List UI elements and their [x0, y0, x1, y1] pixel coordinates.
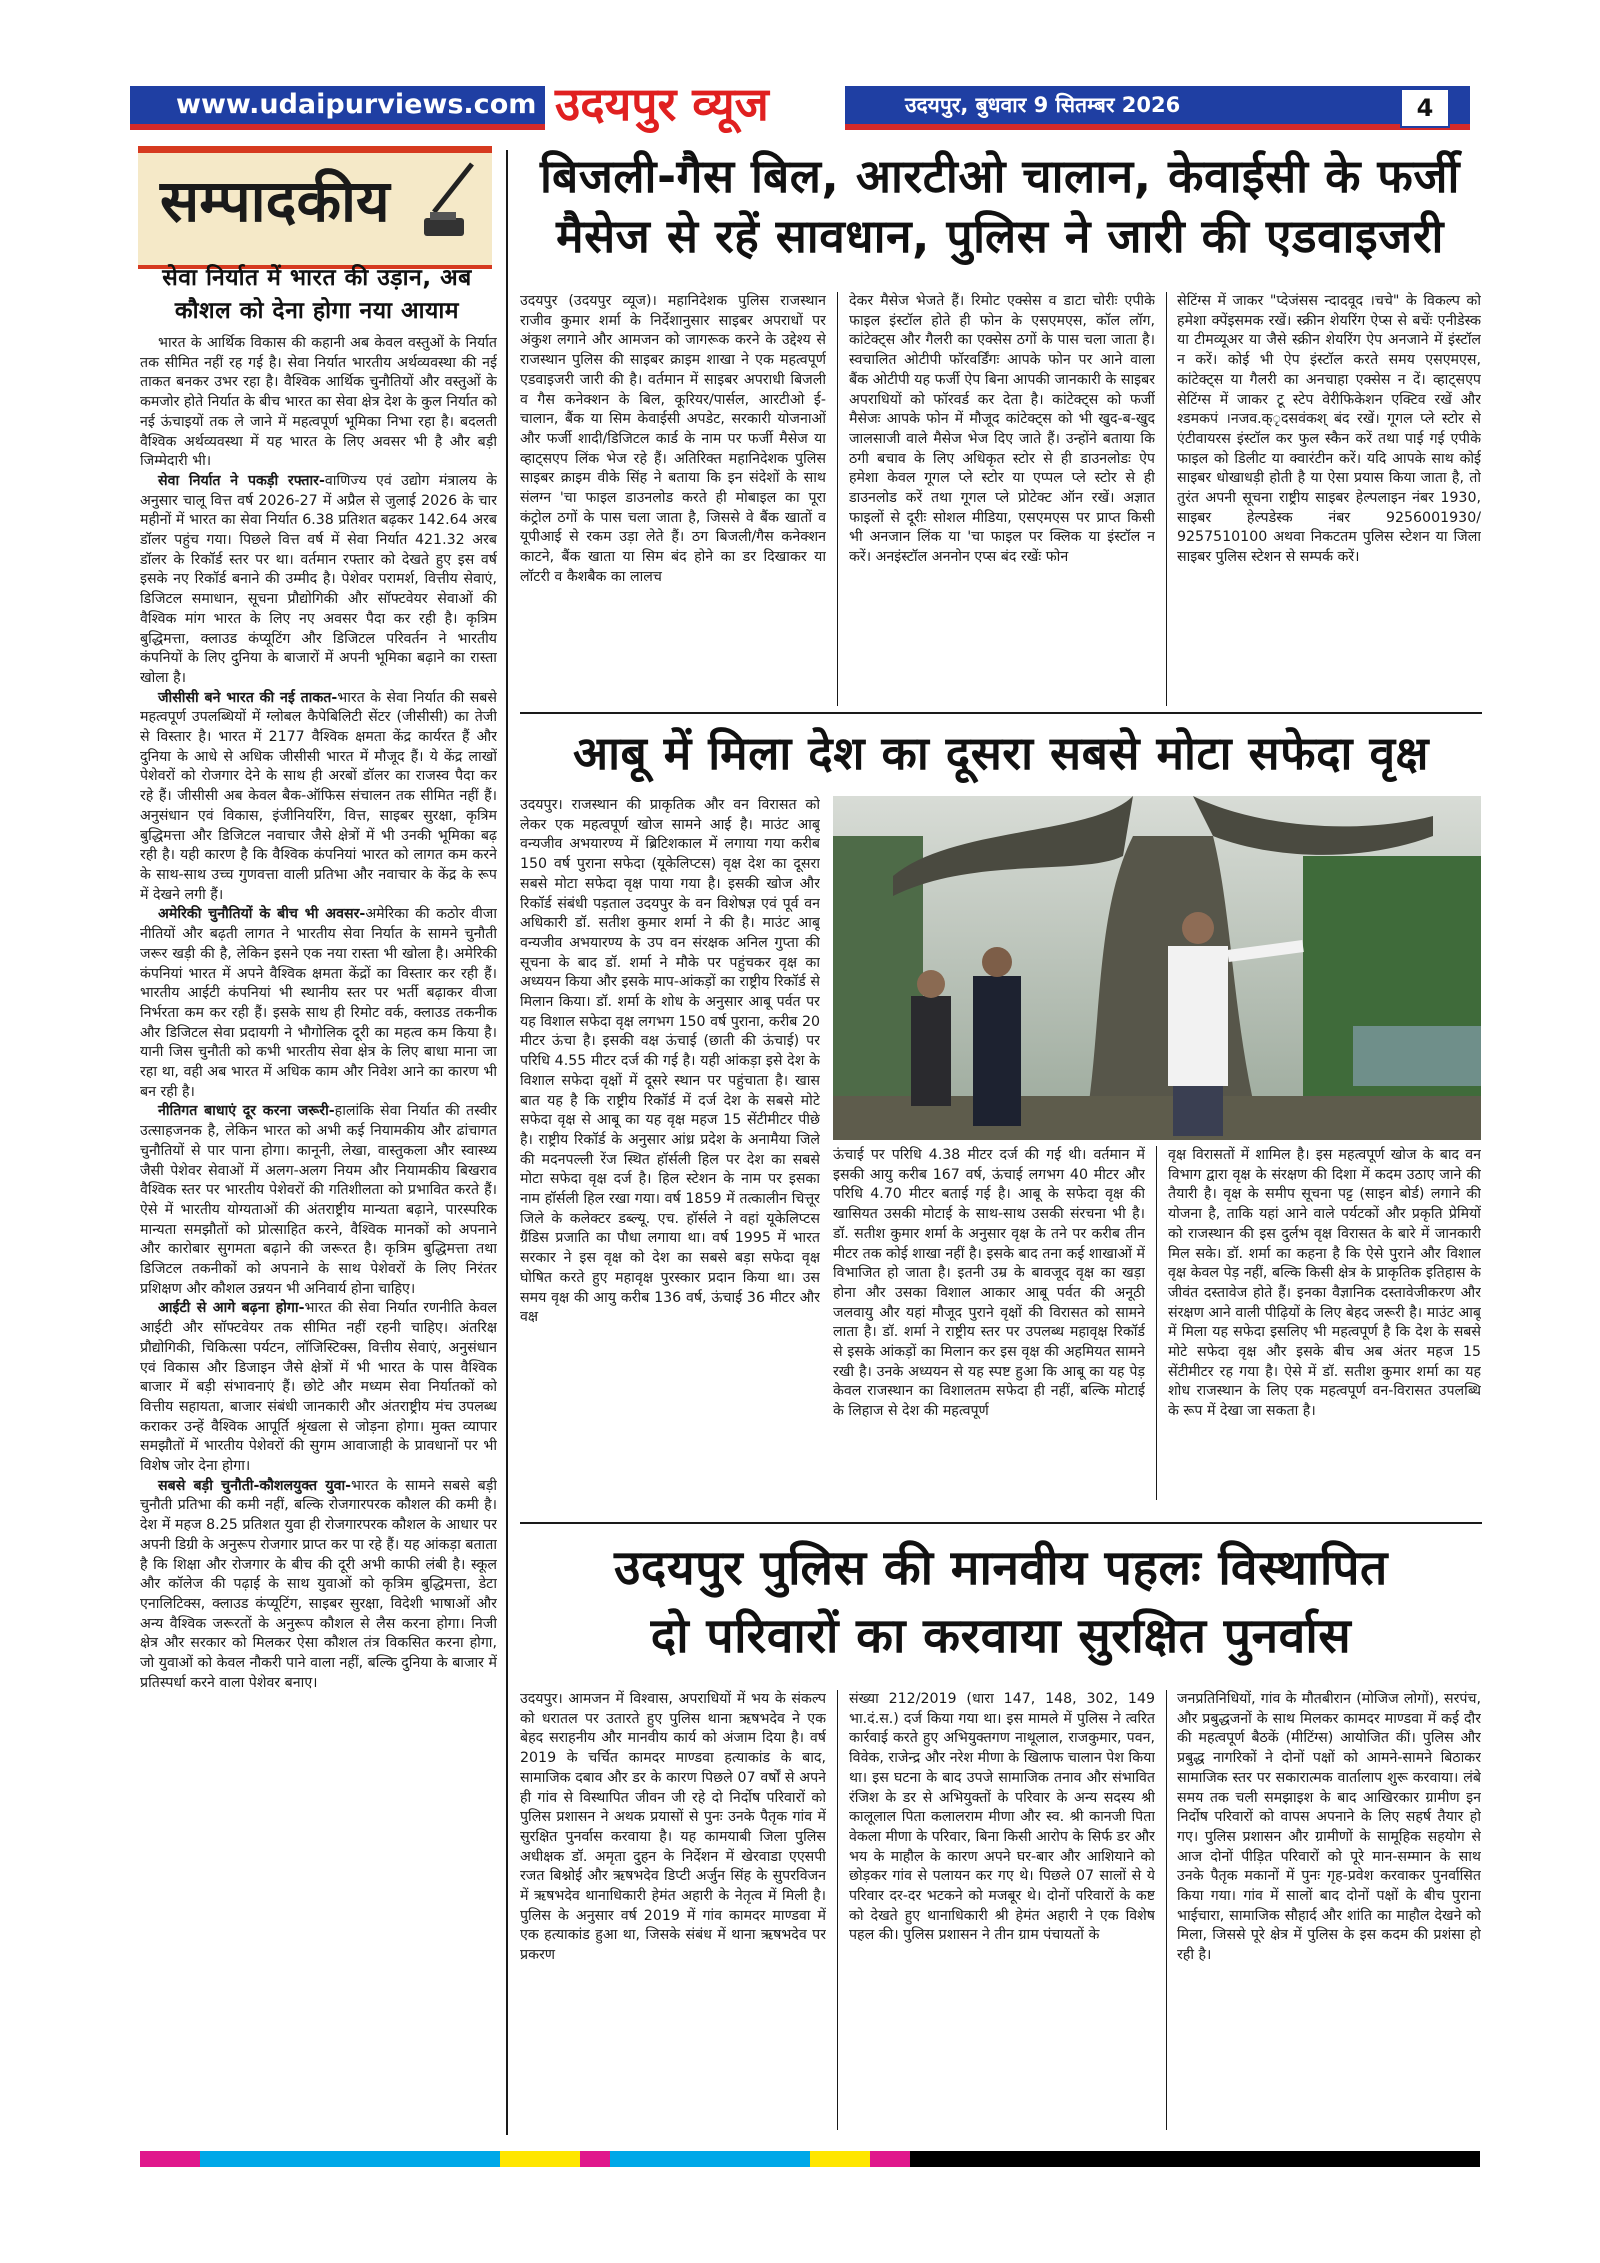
editorial-paragraph: नीतिगत बाधाएं दूर करना जरूरी-हालांकि सेवा निर्यात की तस्वीर उत्साहजनक है, लेकिन भारत को अभी कई नियामकीय और ढांचागत चुनौतियों से पार पाना होगा। कानूनी, लेखा, वास्तुकला और स्वास्थ्य जैसी पेशेवर सेवाओं में अलग-अलग नियम और नियामकीय बिखराव वैश्विक स्तर पर भारतीय पेशेवरों की गतिशीलता को प्रभावित करते हैं। ऐसे में भारतीय योग्यताओं की अंतराष्ट्रीय मान्यता बढ़ाने, पारस्परिक मान्यता समझौतों को प्रोत्साहित करने, वैश्विक मानकों को अपनाने और कारोबार सुगमता बढ़ाने की जरूरत है। कृत्रिम बुद्धिमत्ता तथा डिजिटल तकनीकों को अपनाने के साथ पेशेवरों के लिए निरंतर प्रशिक्षण और कौशल उन्नयन भी अनिवार्य होना चाहिए।: [140, 1103, 497, 1297]
article2-headline: आबू में मिला देश का दूसरा सबसे मोटा सफेदा वृक्ष: [572, 726, 1430, 780]
article1-column-1: उदयपुर (उदयपुर व्यूज)। महानिदेशक पुलिस राजस्थान राजीव कुमार शर्मा के निर्देशानुसार साइबर अपराधों पर अंकुश लगाने और आमजन को जागरूक करने के उद्देश्य से राजस्थान पुलिस की साइबर क्राइम शाखा ने एक महत्वपूर्ण एडवाइजरी जारी की है। वर्तमान में साइबर अपराधी बिजली व गैस कनेक्शन के बिल, कूरियर/पार्सल, आरटीओ ई-चालान, बैंक या सिम केवाईसी अपडेट, सरकारी योजनाओं और फर्जी शादी/डिजिटल कार्ड के नाम पर फर्जी मैसेज या व्हाट्सएप लिंक भेज रहे हैं। अतिरिक्त महानिदेशक पुलिस साइबर क्राइम वीके सिंह ने बताया कि इन संदेशों के साथ संलग्न 'चा फाइल डाउनलोड करते ही मोबाइल का पूरा कंट्रोल ठगों के पास चला जाता है, जिससे वे बैंक खातों व यूपीआई से रकम उड़ा लेते हैं। ठग बिजली/गैस कनेक्शन काटने, बैंक खाता या सिम बंद होने का डर दिखाकर या लॉटरी व कैशबैक का लालच: [520, 293, 826, 585]
editorial-paragraph: अमेरिकी चुनौतियों के बीच भी अवसर-अमेरिका की कठोर वीजा नीतियों और बढ़ती लागत ने भारतीय सेवा निर्यात के सामने चुनौती जरूर खड़ी की है, लेकिन इसने एक नया रास्ता भी खोला है। अमेरिकी कंपनियां भारत में अपने वैश्विक क्षमता केंद्रों का विस्तार कर रही हैं। भारतीय आईटी कंपनियां भी स्थानीय स्तर पर भर्ती बढ़ाकर वीजा निर्भरता कम कर रही हैं। इसके साथ ही रिमोट वर्क, क्लाउड तकनीक और डिजिटल सेवा प्रदायगी ने भौगोलिक दूरी का महत्व कम किया है। यानी जिस चुनौती को कभी भारतीय सेवा क्षेत्र के लिए बाधा माना जा रहा था, वही अब भारत में अधिक काम और निवेश आने का कारण भी बन रही है।: [140, 906, 497, 1100]
article1-headline-line1: बिजली-गैस बिल, आरटीओ चालान, केवाईसी के फर्जी: [540, 149, 1460, 203]
dateline: उदयपुर, बुधवार 9 सितम्बर 2026: [905, 93, 1181, 117]
article1-column-3: सेटिंग्स में जाकर "प्देजंसस न्दादवूद ।चचे" के विकल्प को हमेशा क्पेंइसमक रखें। स्क्रीन शेयरिंग ऐप्स से बचेंः एनीडेस्क या टीमव्यूअर या जैसे स्क्रीन शेयरिंग ऐप अनजाने में इंस्टॉल न करें। कोई भी ऐप इंस्टॉल करते समय एसएमएस, कांटेक्ट्स या गैलरी का अनचाहा एक्सेस न दें। व्हाट्सएप सेटिंग्स में जाकर टू स्टेप वेरीफिकेशन एक्टिव रखें और श्डमकपं ।नजव.क्ृदसवंकश् बंद रखें। गूगल प्ले स्टोर से एंटीवायरस इंस्टॉल कर फुल स्कैन करें तथा पाई गई एपीके फाइल को डिलीट या क्वारंटीन करें। यदि आपके साथ कोई साइबर धोखाधड़ी होती है या ऐसा प्रयास किया जाता है, तो तुरंत अपनी सूचना राष्ट्रीय साइबर हेल्पलाइन नंबर 1930, साइबर हेल्पडेस्क नंबर 9256001930/ 9257510100 अथवा निकटतम पुलिस स्टेशन या जिला साइबर पुलिस स्टेशन से सम्पर्क करें।: [1177, 293, 1481, 566]
article3-headline: [520, 1534, 1482, 1670]
article3-column-1: उदयपुर। आमजन में विश्वास, अपराधियों में भय के संकल्प को धरातल पर उतारते हुए पुलिस थाना ऋषभदेव ने एक बेहद सराहनीय और मानवीय कार्य को अंजाम दिया है। वर्ष 2019 के चर्चित कामदर माण्डवा हत्याकांड के बाद, सामाजिक दबाव और डर के कारण पिछले 07 वर्षों से अपने ही गांव से विस्थापित जीवन जी रहे दो निर्दोष परिवारों को पुलिस प्रशासन ने अथक प्रयासों से पुनः उनके पैतृक गांव में सुरक्षित पुनर्वास करवाया है। यह कामयाबी जिला पुलिस अधीक्षक डॉ. अमृता दुहन के निर्देशन में खेरवाडा एएसपी रजत बिश्नोई और ऋषभदेव डिप्टी अर्जुन सिंह के सुपरविजन में ऋषभदेव थानाधिकारी हेमंत अहारी के नेतृत्व में मिली है। पुलिस के अनुसार वर्ष 2019 में गांव कामदर माण्डवा में एक हत्याकांड हुआ था, जिसके संबंध में थाना ऋषभदेव पर प्रकरण: [520, 1691, 826, 1964]
article3-headline-line2: दो परिवारों का करवाया सुरक्षित पुनर्वास: [650, 1608, 1352, 1664]
editorial-paragraph: आईटी से आगे बढ़ना होगा-भारत की सेवा निर्यात रणनीति केवल आईटी और सॉफ्टवेयर तक सीमित नहीं रहनी चाहिए। अंतरिक्ष प्रौद्योगिकी, चिकित्सा पर्यटन, लॉजिस्टिक्स, वित्तीय सेवाएं, अनुसंधान एवं विकास और डिजाइन जैसे क्षेत्रों में भी भारत के पास वैश्विक बाजार में बड़ी संभावनाएं हैं। छोटे और मध्यम सेवा निर्यातकों को वित्तीय सहायता, बाजार संबंधी जानकारी और अंतराष्ट्रीय मंच उपलब्ध कराकर उन्हें वैश्विक आपूर्ति श्रृंखला से जोड़ना होगा। मुक्त व्यापार समझौतों में भारतीय पेशेवरों की सुगम आवाजाही के प्रावधानों पर भी विशेष जोर देना होगा।: [140, 1300, 497, 1475]
column-divider: [506, 150, 508, 2135]
article3-column-2: संख्या 212/2019 (धारा 147, 148, 302, 149 भा.दं.स.) दर्ज किया गया था। इस मामले में पुलिस ने त्वरित कार्रवाई करते हुए अभियुक्तगण नाथूलाल, राजकुमार, पवन, विवेक, राजेन्द्र और नरेश मीणा के खिलाफ चालान पेश किया था। इस घटना के बाद उपजे सामाजिक तनाव और संभावित रंजिश के डर से अभियुक्तों के परिवार के अन्य सदस्य श्री कालूलाल पिता कलालराम मीणा और स्व. श्री कानजी पिता वेकला मीणा के परिवार, बिना किसी आरोप के सिर्फ डर और भय के माहौल के कारण अपने घर-बार और आशियाने को छोड़कर गांव से पलायन कर गए थे। पिछले 07 सालों से ये परिवार दर-दर भटकने को मजबूर थे। दोनों परिवारों के कष्ट को देखते हुए थानाधिकारी श्री हेमंत अहारी ने एक विशेष पहल की। पुलिस प्रशासन ने तीन ग्राम पंचायतों के: [849, 1691, 1155, 1944]
article3-column-3: जनप्रतिनिधियों, गांव के मौतबीरान (मोजिज लोगों), सरपंच, और प्रबुद्धजनों के साथ मिलकर कामदर माण्डवा में कई दौर की महत्वपूर्ण बैठकें (मीटिंग्स) आयोजित कीं। पुलिस और प्रबुद्ध नागरिकों ने दोनों पक्षों को आमने-सामने बिठाकर सामाजिक स्तर पर सकारात्मक वार्तालाप शुरू करवाया। लंबे समय तक चली समझाइश के बाद आखिरकार ग्रामीण इन निर्दोष परिवारों को वापस अपनाने के लिए सहर्ष तैयार हो गए। पुलिस प्रशासन और ग्रामीणों के सामूहिक सहयोग से आज दोनों पीड़ित परिवारों को पूरे मान-सम्मान के साथ उनके पैतृक मकानों में पुनः गृह-प्रवेश करवाकर पुनर्वासित किया गया। गांव में सालों बाद दोनों पक्षों के बीच पुराना भाईचारा, सामाजिक सौहार्द और शांति का माहौल देखने को मिला, जिससे पूरे क्षेत्र में पुलिस के इस कदम की प्रशंसा हो रही है।: [1177, 1691, 1481, 1964]
colorbar-segment: [140, 2151, 200, 2167]
editorial-paragraph: जीसीसी बने भारत की नई ताकत-भारत के सेवा निर्यात की सबसे महत्वपूर्ण उपलब्धियों में ग्लोबल कैपेबिलिटी सेंटर (जीसीसी) का तेजी से विस्तार है। भारत में 2177 वैश्विक क्षमता केंद्र कार्यरत हैं और दुनिया के आधे से अधिक जीसीसी भारत में मौजूद हैं। ये केंद्र लाखों पेशेवरों को रोजगार देने के साथ ही अरबों डॉलर का राजस्व पैदा कर रहे हैं। जीसीसी अब केवल बैक-ऑफिस संचालन तक सीमित नहीं हैं। अनुसंधान एवं विकास, इंजीनियरिंग, वित्त, साइबर सुरक्षा, कृत्रिम बुद्धिमत्ता और डिजिटल नवाचार जैसे क्षेत्रों में भी उनकी भूमिका बढ़ रही है। यही कारण है कि वैश्विक कंपनियां भारत को लागत कम करने के साथ-साथ उच्च गुणवत्ता वाली प्रतिभा और नवाचार के केंद्र के रूप में देखने लगी हैं।: [140, 689, 497, 903]
column-divider: [1166, 1690, 1167, 2130]
article1-column-2: देकर मैसेज भेजते हैं। रिमोट एक्सेस व डाटा चोरीः एपीके फाइल इंस्टॉल होते ही फोन के एसएमएस, कॉल लॉग, कांटेक्ट्स और गैलरी का एक्सेस ठगों के पास चला जाता है। स्वचालित ओटीपी फॉरवर्डिंगः आपके फोन पर आने वाला बैंक ओटीपी यह फर्जी ऐप बिना आपकी जानकारी के साइबर अपराधियों को फॉरवर्ड कर देता है। कांटेक्ट्स को फर्जी मैसेजः आपके फोन में मौजूद कांटेक्ट्स को भी खुद-ब-खुद जालसाजी वाले मैसेज भेज दिए जाते हैं। उन्होंने बताया कि ठगी बचाव के लिए अधिकृत स्टोर से ही डाउनलोडः ऐप हमेशा केवल गूगल प्ले स्टोर या एप्पल प्ले स्टोर से ही डाउनलोड करें तथा गूगल प्ले प्रोटेक्ट ऑन रखें। अज्ञात फाइलों से दूरीः सोशल मीडिया, एसएमएस पर प्राप्त किसी भी अनजान लिंक या 'चा फाइल पर क्लिक या इंस्टॉल न करें। अनइंस्टॉल अननोन एप्स बंद रखेंः फोन: [849, 293, 1155, 566]
editorial-paragraph: भारत के आर्थिक विकास की कहानी अब केवल वस्तुओं के निर्यात तक सीमित नहीं रह गई है। सेवा निर्यात भारतीय अर्थव्यवस्था की नई ताकत बनकर उभर रहा है। वैश्विक आर्थिक चुनौतियों और वस्तुओं के कमजोर होते निर्यात के बीच भारत का सेवा क्षेत्र देश के कुल निर्यात को नई ऊंचाइयों तक ले जाने में महत्वपूर्ण भूमिका निभा रहा है। बदलती वैश्विक अर्थव्यवस्था में यह भारत के लिए अवसर भी है और बड़ी जिम्मेदारी भी।: [140, 335, 497, 470]
column-divider: [837, 1690, 838, 2130]
page-number: 4: [1400, 88, 1450, 128]
site-url[interactable]: www.udaipurviews.com: [140, 86, 576, 124]
colorbar-segment: [580, 2151, 610, 2167]
article1-headline: [520, 146, 1480, 266]
colorbar-segment: [870, 2151, 910, 2167]
editorial-paragraph: सेवा निर्यात ने पकड़ी रफ्तार-वाणिज्य एवं उद्योग मंत्रालय के अनुसार चालू वित्त वर्ष 2026-27 में अप्रैल से जुलाई 2026 के चार महीनों में भारत का सेवा निर्यात 6.38 प्रतिशत बढ़कर 142.64 अरब डॉलर पहुंच गया। पिछले वित्त वर्ष में सेवा निर्यात 421.32 अरब डॉलर के रिकॉर्ड स्तर पर था। वर्तमान रफ्तार को देखते हुए इस वर्ष इसके नए रिकॉर्ड बनाने की उम्मीद है। पेशेवर परामर्श, वित्तीय सेवाएं, डिजिटल समाधान, सूचना प्रौद्योगिकी और सॉफ्टवेयर सेवाओं की वैश्विक मांग भारत के लिए नए अवसर पैदा कर रही है। कृत्रिम बुद्धिमत्ता, क्लाउड कंप्यूटिंग और डिजिटल परिवर्तन ने भारतीय कंपनियों के लिए दुनिया के बाजारों में अपनी भूमिका बढ़ाने का रास्ता खोला है।: [140, 472, 497, 686]
printer-colorbar: [140, 2151, 1480, 2167]
column-divider: [1166, 292, 1167, 706]
article2-column-2: ऊंचाई पर परिधि 4.38 मीटर दर्ज की गई थी। वर्तमान में इसकी आयु करीब 167 वर्ष, ऊंचाई लगभग 40 मीटर और परिधि 4.70 मीटर बताई गई है। आबू के सफेदा वृक्ष की खासियत उसकी मोटाई के साथ-साथ उसकी संरचना भी है। डॉ. सतीश कुमार शर्मा के अनुसार वृक्ष के तने पर करीब तीन मीटर तक कोई शाखा नहीं है। इसके बाद तना कई शाखाओं में विभाजित हो जाता है। इतनी उम्र के बावजूद वृक्ष का खड़ा होना और उसका विशाल आकार आबू पर्वत की अनूठी जलवायु और यहां मौजूद पुराने वृक्षों की विरासत को सामने लाता है। डॉ. शर्मा ने राष्ट्रीय स्तर पर उपलब्ध महावृक्ष रिकॉर्ड से इसके आंकड़ों का मिलान कर इस वृक्ष की अहमियत सामने रखी है। उनके अध्ययन से यह स्पष्ट हुआ कि आबू का यह पेड़ केवल राजस्थान का विशालतम सफेदा ही नहीं, बल्कि मोटाई के लिहाज से देश की महत्वपूर्ण: [833, 1147, 1145, 1420]
eucalyptus-tree-measurement-photo: [833, 796, 1481, 1140]
article2-column-1: उदयपुर। राजस्थान की प्राकृतिक और वन विरासत को लेकर एक महत्वपूर्ण खोज सामने आई है। माउंट आबू वन्यजीव अभयारण्य में ब्रिटिशकाल में लगाया गया करीब 150 वर्ष पुराना सफेदा (यूकेलिप्टस) वृक्ष देश का दूसरा सबसे मोटा सफेदा वृक्ष पाया गया है। इसकी खोज और रिकॉर्ड संबंधी पड़ताल उदयपुर के वन विशेषज्ञ एवं पूर्व वन अधिकारी डॉ. सतीश कुमार शर्मा ने की है। माउंट आबू वन्यजीव अभयारण्य के उप वन संरक्षक अनिल गुप्ता की सूचना के बाद डॉ. शर्मा ने मौके पर पहुंचकर वृक्ष का अध्ययन किया और इसके माप-आंकड़ों का राष्ट्रीय रिकॉर्ड से मिलान किया। डॉ. शर्मा के शोध के अनुसार आबू पर्वत पर यह विशाल सफेदा वृक्ष लगभग 150 वर्ष पुराना, करीब 20 मीटर ऊंचा है। इसकी वक्ष ऊंचाई (छाती की ऊंचाई) पर परिधि 4.55 मीटर दर्ज की गई है। यही आंकड़ा इसे देश के विशाल सफेदा वृक्षों में दूसरे स्थान पर पहुंचाता है। खास बात यह है कि राष्ट्रीय रिकॉर्ड में दर्ज देश के सबसे मोटे सफेदा वृक्ष से आबू का यह वृक्ष महज 15 सेंटीमीटर पीछे है। राष्ट्रीय रिकॉर्ड के अनुसार आंध्र प्रदेश के अनामैया जिले की मदनपल्ली रेंज स्थित हॉर्सली हिल पर देश का सबसे मोटा सफेदा वृक्ष दर्ज है। हिल स्टेशन के नाम पर इसका नाम हॉर्सली हिल रखा गया। वर्ष 1859 में तत्कालीन चित्तूर जिले के कलेक्टर डब्ल्यू. एच. हॉर्सले ने वहां यूकेलिप्टस ग्रैंडिस प्रजाति का पौधा लगाया था। वर्ष 1995 में भारत सरकार ने इस वृक्ष को देश का सबसे बड़ा सफेदा वृक्ष घोषित करते हुए महावृक्ष पुरस्कार प्रदान किया था। उस समय वृक्ष की आयु करीब 136 वर्ष, ऊंचाई 36 मीटर और वक्ष: [520, 797, 820, 1326]
masthead-logo: उदयपुर व्यूज: [555, 77, 769, 131]
column-divider: [837, 292, 838, 706]
pen-inkpot-icon: [420, 160, 480, 240]
article2-column-3: वृक्ष विरासतों में शामिल है। इस महत्वपूर्ण खोज के बाद वन विभाग द्वारा वृक्ष के संरक्षण की दिशा में कदम उठाए जाने की तैयारी है। वृक्ष के समीप सूचना पट्ट (साइन बोर्ड) लगाने की योजना है, ताकि यहां आने वाले पर्यटकों और प्रकृति प्रेमियों को राजस्थान की इस दुर्लभ वृक्ष विरासत के बारे में जानकारी मिल सके। डॉ. शर्मा का कहना है कि ऐसे पुराने और विशाल वृक्ष केवल पेड़ नहीं, बल्कि किसी क्षेत्र के प्राकृतिक इतिहास के जीवंत दस्तावेज होते हैं। इनका वैज्ञानिक दस्तावेजीकरण और संरक्षण आने वाली पीढ़ियों के लिए बेहद जरूरी है। माउंट आबू में मिला यह सफेदा इसलिए भी महत्वपूर्ण है कि देश के सबसे मोटे सफेदा वृक्ष और इसके बीच अब अंतर महज 15 सेंटीमीटर रह गया है। ऐसे में डॉ. सतीश कुमार शर्मा का यह शोध राजस्थान के लिए एक महत्वपूर्ण वन-विरासत उपलब्धि के रूप में देखा जा सकता है।: [1168, 1147, 1481, 1420]
article3-headline-line1: उदयपुर पुलिस की मानवीय पहलः विस्थापित: [614, 1540, 1388, 1596]
colorbar-segment: [500, 2151, 580, 2167]
colorbar-segment: [610, 2151, 810, 2167]
section-divider: [520, 1522, 1482, 1524]
article1-headline-line2: मैसेज से रहें सावधान, पुलिस ने जारी की एडवाइजरी: [556, 209, 1444, 263]
editorial-paragraph: सबसे बड़ी चुनौती-कौशलयुक्त युवा-भारत के सामने सबसे बड़ी चुनौती प्रतिभा की कमी नहीं, बल्कि रोजगारपरक कौशल की कमी है। देश में महज 8.25 प्रतिशत युवा ही रोजगारपरक कौशल के आधार पर अपनी डिग्री के अनुरूप रोजगार प्राप्त कर पा रहे हैं। यह आंकड़ा बताता है कि शिक्षा और रोजगार के बीच की दूरी अभी काफी लंबी है। स्कूल और कॉलेज की पढ़ाई के साथ युवाओं को कृत्रिम बुद्धिमत्ता, डेटा एनालिटिक्स, क्लाउड कंप्यूटिंग, साइबर सुरक्षा, विदेशी भाषाओं और अन्य वैश्विक जरूरतों के अनुरूप कौशल से लैस करना होगा। निजी क्षेत्र और सरकार को मिलकर ऐसा कौशल तंत्र विकसित करना होगा, जो युवाओं को केवल नौकरी पाने वाला नहीं, बल्कि दुनिया के बाजार में प्रतिस्पर्धा करने वाला पेशेवर बनाए।: [140, 1477, 497, 1691]
editorial-label: सम्पादकीय: [160, 167, 390, 235]
editorial-title: सेवा निर्यात में भारत की उड़ान, अब कौशल को देना होगा नया आयाम: [162, 265, 472, 324]
colorbar-segment: [200, 2151, 500, 2167]
editorial-body: [140, 334, 497, 2118]
section-divider: [520, 712, 1482, 714]
colorbar-segment: [910, 2151, 1480, 2167]
colorbar-segment: [810, 2151, 870, 2167]
column-divider: [1156, 1146, 1157, 1500]
